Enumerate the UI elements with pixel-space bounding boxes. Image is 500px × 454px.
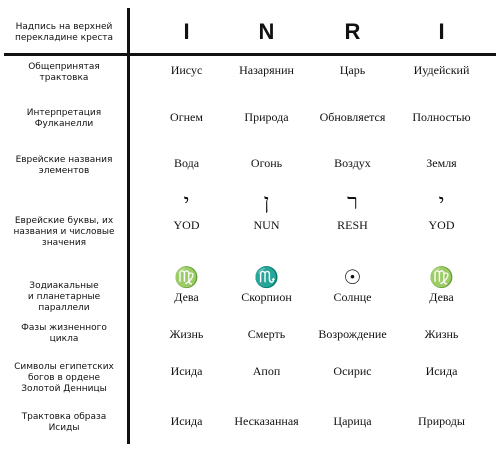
cell-fulcanelli-4: Полностью xyxy=(412,110,471,124)
virgo-icon-1: ♍ xyxy=(174,265,199,289)
cell-hebrew-2: NUN xyxy=(253,218,280,232)
row-label-elements: Еврейские названия элементов xyxy=(15,155,113,176)
cell-egyptian-3: Осирис xyxy=(333,364,372,378)
cell-egyptian-1: Исида xyxy=(170,364,203,378)
cell-zodiac-1: Дева xyxy=(174,290,199,304)
cell-elements-2: Огонь xyxy=(250,156,283,170)
cell-hebrew-4: YOD xyxy=(428,218,455,232)
hebrew-letter-nun: ן xyxy=(263,190,270,215)
cell-hebrew-1: YOD xyxy=(173,218,200,232)
cell-common-2: Назарянин xyxy=(239,63,294,77)
cell-elements-4: Земля xyxy=(426,156,457,170)
cell-life-cycle-3: Возрождение xyxy=(318,327,387,341)
hebrew-letter-yod-2: י xyxy=(438,190,445,215)
cell-zodiac-4: Дева xyxy=(429,290,454,304)
cell-zodiac-3: Солнце xyxy=(333,290,372,304)
row-label-life-cycle: Фазы жизненного цикла xyxy=(21,323,107,344)
cell-isis-2: Несказанная xyxy=(234,414,299,428)
cell-common-4: Иудейский xyxy=(413,63,470,77)
cell-common-1: Иисус xyxy=(170,63,203,77)
cell-fulcanelli-1: Огнем xyxy=(170,110,203,124)
row-label-zodiac: Зодиакальные и планетарные параллели xyxy=(27,281,101,313)
cell-isis-1: Исида xyxy=(170,414,203,428)
virgo-icon-2: ♍ xyxy=(429,265,454,289)
cell-zodiac-2: Скорпион xyxy=(241,290,292,304)
cell-fulcanelli-3: Обновляется xyxy=(319,110,386,124)
cell-egyptian-4: Исида xyxy=(425,364,458,378)
cell-life-cycle-1: Жизнь xyxy=(169,327,204,341)
row-label-hebrew-letters: Еврейские буквы, их названия и числовые значения xyxy=(13,216,115,248)
row-label-isis: Трактовка образа Исиды xyxy=(21,412,107,433)
header-letter-4: I xyxy=(438,19,445,44)
horizontal-divider xyxy=(4,53,496,56)
cell-hebrew-3: RESH xyxy=(337,218,368,232)
hebrew-letter-yod-1: י xyxy=(183,190,190,215)
row-label-egyptian-gods: Символы египетских богов в ордене Золотой Денницы xyxy=(14,362,114,394)
header-letter-3: R xyxy=(344,19,361,44)
scorpio-icon: ♏ xyxy=(254,265,279,289)
header-label: Надпись на верхней перекладине креста xyxy=(14,22,114,43)
cell-life-cycle-2: Смерть xyxy=(247,327,286,341)
cell-isis-3: Царица xyxy=(333,414,372,428)
header-letter-1: I xyxy=(183,19,190,44)
cell-isis-4: Природы xyxy=(418,414,465,428)
row-label-fulcanelli: Интерпретация Фулканелли xyxy=(26,108,102,129)
cell-common-3: Царь xyxy=(339,63,366,77)
row-label-common: Общепринятая трактовка xyxy=(28,62,100,83)
hebrew-letter-resh: ר xyxy=(347,190,358,215)
cell-elements-3: Воздух xyxy=(334,156,371,170)
vertical-divider xyxy=(127,8,130,444)
cell-egyptian-2: Апоп xyxy=(252,364,281,378)
cell-elements-1: Вода xyxy=(173,156,200,170)
cell-life-cycle-4: Жизнь xyxy=(424,327,459,341)
cell-fulcanelli-2: Природа xyxy=(244,110,289,124)
sun-icon: ☉ xyxy=(343,265,362,289)
header-letter-2: N xyxy=(258,19,275,44)
